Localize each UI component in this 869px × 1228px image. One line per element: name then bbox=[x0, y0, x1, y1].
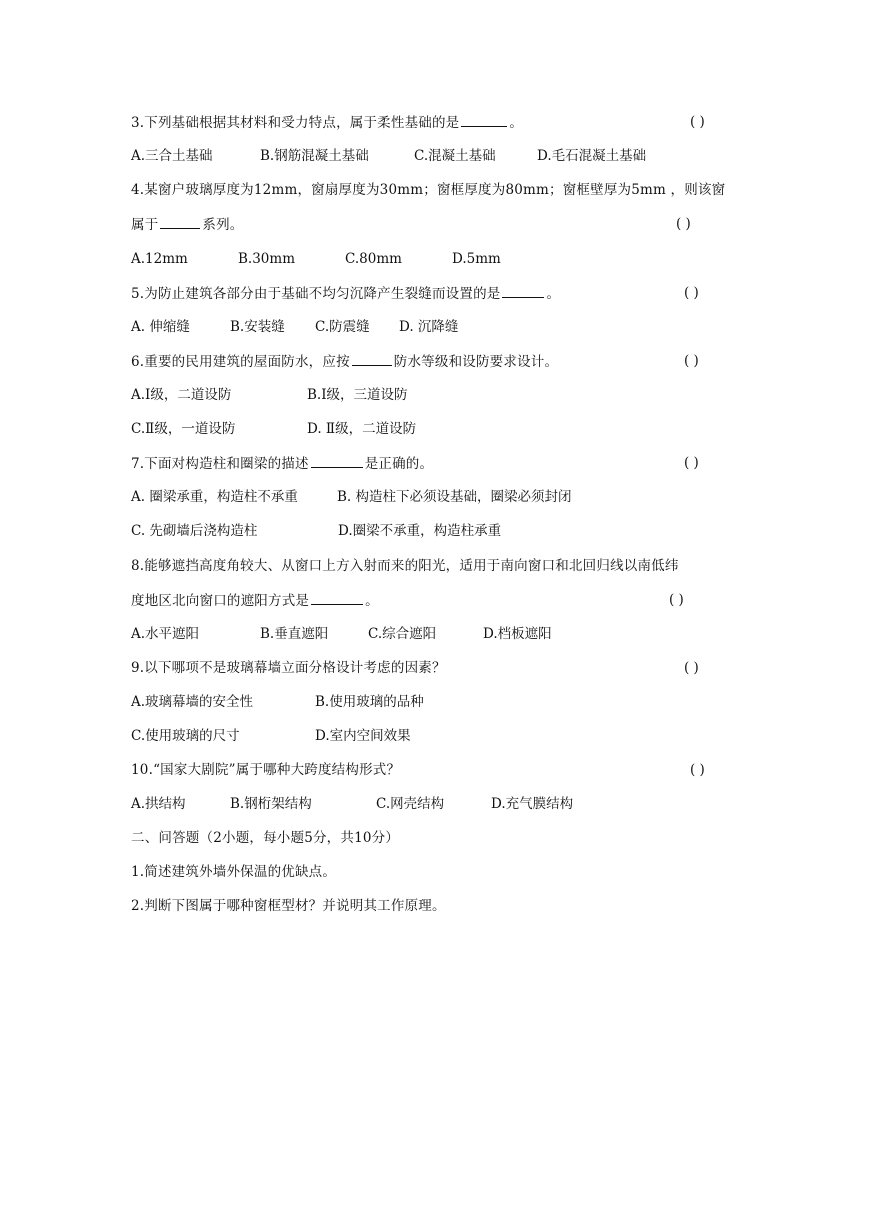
answer-paren: ( ) bbox=[690, 114, 705, 130]
option-d: D.圈梁不承重，构造柱承重 bbox=[338, 523, 502, 539]
option-d: D.5mm bbox=[452, 251, 501, 267]
answer-paren: ( ) bbox=[669, 592, 684, 608]
answer-paren: ( ) bbox=[684, 455, 699, 471]
question-10-stem: 10.“国家大剧院”属于哪种大跨度结构形式？ bbox=[131, 762, 401, 778]
option-b: B.30mm bbox=[238, 251, 295, 267]
option-c: C.混凝土基础 bbox=[414, 148, 496, 164]
option-a: A.水平遮阳 bbox=[131, 626, 200, 642]
answer-paren: ( ) bbox=[690, 762, 705, 778]
option-b: B.垂直遮阳 bbox=[260, 626, 329, 642]
question-4-stem-line2: 属于 系列。 bbox=[131, 214, 244, 235]
option-a: A.Ⅰ级，二道设防 bbox=[131, 387, 232, 403]
option-c: C.防震缝 bbox=[315, 319, 370, 335]
option-a: A.玻璃幕墙的安全性 bbox=[131, 694, 254, 710]
option-a: A.12mm bbox=[131, 251, 188, 267]
option-c: C. 先砌墙后浇构造柱 bbox=[131, 523, 258, 539]
option-d: D.充气膜结构 bbox=[491, 796, 574, 812]
essay-question-1: 1.简述建筑外墙外保温的优缺点。 bbox=[131, 864, 337, 880]
option-d: D. Ⅱ级，二道设防 bbox=[307, 421, 417, 437]
option-d: D.档板遮阳 bbox=[483, 626, 552, 642]
question-8-stem-line1: 8.能够遮挡高度角较大、从窗口上方入射而来的阳光，适用于南向窗口和北回归线以南低纬 bbox=[131, 558, 679, 574]
option-b: B.钢筋混凝土基础 bbox=[260, 148, 369, 164]
option-a: A. 伸缩缝 bbox=[131, 319, 190, 335]
answer-blank bbox=[311, 590, 363, 605]
section-2-heading: 二、问答题（2小题，每小题5分，共10分） bbox=[131, 830, 400, 846]
option-c: C.使用玻璃的尺寸 bbox=[131, 728, 240, 744]
question-4-stem-line1: 4.某窗户玻璃厚度为12mm，窗扇厚度为30mm；窗框厚度为80mm；窗框壁厚为5mm ，则该窗 bbox=[131, 182, 726, 198]
answer-paren: ( ) bbox=[684, 353, 699, 369]
option-d: D. 沉降缝 bbox=[399, 319, 459, 335]
option-b: B.钢桁架结构 bbox=[230, 796, 312, 812]
question-9-stem: 9.以下哪项不是玻璃幕墙立面分格设计考虑的因素？ bbox=[131, 660, 446, 676]
option-c: C.80mm bbox=[345, 251, 402, 267]
option-a: A.拱结构 bbox=[131, 796, 186, 812]
question-8-stem-line2: 度地区北向窗口的遮阳方式是 。 bbox=[131, 590, 379, 611]
answer-blank bbox=[461, 112, 507, 127]
option-d: D.毛石混凝土基础 bbox=[537, 148, 647, 164]
option-b: B.使用玻璃的品种 bbox=[315, 694, 424, 710]
answer-paren: ( ) bbox=[676, 216, 691, 232]
option-c: C.综合遮阳 bbox=[368, 626, 437, 642]
answer-blank bbox=[502, 283, 544, 298]
answer-blank bbox=[160, 214, 200, 229]
option-b: B.Ⅰ级，三道设防 bbox=[307, 387, 408, 403]
question-5-stem: 5.为防止建筑各部分由于基础不均匀沉降产生裂缝而设置的是 。 bbox=[131, 283, 560, 304]
question-7-stem: 7.下面对构造柱和圈梁的描述 是正确的。 bbox=[131, 453, 433, 474]
question-3-stem: 3.下列基础根据其材料和受力特点，属于柔性基础的是 。 bbox=[131, 112, 523, 133]
answer-blank bbox=[311, 453, 363, 468]
option-c: C.Ⅱ级，一道设防 bbox=[131, 421, 236, 437]
answer-paren: ( ) bbox=[684, 660, 699, 676]
option-b: B.安装缝 bbox=[230, 319, 285, 335]
option-b: B. 构造柱下必须设基础，圈梁必须封闭 bbox=[337, 489, 572, 505]
option-a: A. 圈梁承重，构造柱不承重 bbox=[131, 489, 298, 505]
option-a: A.三合土基础 bbox=[131, 148, 213, 164]
answer-blank bbox=[352, 351, 392, 366]
option-c: C.网壳结构 bbox=[376, 796, 445, 812]
option-d: D.室内空间效果 bbox=[315, 728, 411, 744]
answer-paren: ( ) bbox=[684, 285, 699, 301]
essay-question-2: 2.判断下图属于哪种窗框型材？并说明其工作原理。 bbox=[131, 898, 446, 914]
question-6-stem: 6.重要的民用建筑的屋面防水，应按 防水等级和设防要求设计。 bbox=[131, 351, 558, 372]
